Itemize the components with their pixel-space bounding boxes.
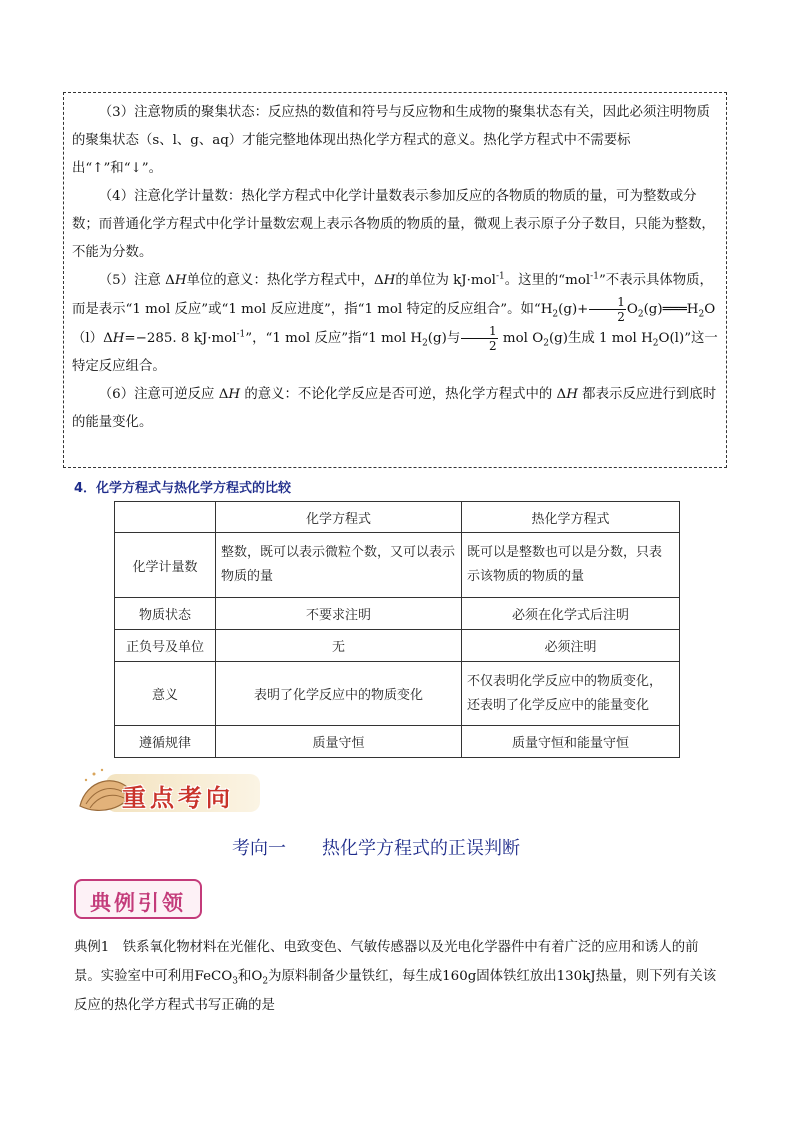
table-cell: 正负号及单位 — [115, 630, 216, 662]
table-cell: 遵循规律 — [115, 726, 216, 758]
table-header-cell — [115, 502, 216, 533]
example-paragraph: 典例1 铁系氧化物材料在光催化、电致变色、气敏传感器以及光电化学器件中有着广泛的应用和诱人的前景。实验室中可利用FeCO$_3$和$O_2$为原料制备少量铁红，每生成160g固体铁红放出130kJ热量，则下列有关该反应的热化学方程式书写正确的是 — [74, 940, 717, 1013]
table-header-cell: 化学方程式 — [216, 502, 462, 533]
banner-title: 重点考向 — [122, 784, 234, 812]
example-badge: 典例引领 — [74, 879, 202, 919]
table-row — [115, 662, 680, 726]
table-cell: 质量守恒 — [216, 726, 462, 758]
table-cell: 既可以是整数也可以是分数，只表示该物质的物质的量 — [462, 533, 680, 598]
note-6: （6）注意可逆反应 ΔH 的意义：不论化学反应是否可逆，热化学方程式中的 ΔH 都表示反应进行到底时的能量变化。 — [72, 387, 717, 430]
note-5: （5）注意 ΔH单位的意义：热化学方程式中，ΔH的单位为 kJ·mol$^{-1}$。这里的“mol$^{-1}$”不表示具体物质，而是表示“1 mol 反应”或“1 mol 反应进度”，指“1 mol 特定的反应组合”。如“$H_2(g)+$ $\frac{1}{2}$ $O_2(g)═══H_2O(l)\Delta H=-285$. 8 kJ·mol$^{-1}$”，“1 mol 反应”指“1 mol $H_2(g)$与 $\frac{1}{2}$ mol $O_2(g)$生成 1 mol $H_2O(l)$”这一特定反应组合。 — [72, 271, 718, 374]
table-cell: 物质状态 — [115, 598, 216, 630]
notes-box — [63, 92, 727, 468]
table-cell: 必须注明 — [462, 630, 680, 662]
comparison-table — [114, 501, 680, 758]
table-cell: 意义 — [115, 662, 216, 726]
table-cell: 化学计量数 — [115, 533, 216, 598]
table-row — [115, 630, 680, 662]
table-cell: 整数，既可以表示微粒个数，又可以表示物质的量 — [216, 533, 462, 598]
section-4-title: 4．化学方程式与热化学方程式的比较 — [74, 481, 292, 496]
fraction-half: $\frac{1}{2}$ — [589, 295, 625, 324]
note-4: （4）注意化学计量数：热化学方程式中化学计量数表示参加反应的各物质的物质的量，可为整数或分数；而普通化学方程式中化学计量数宏观上表示各物质的物质的量，微观上表示原子分子数目，只能为整数，不能为分数。 — [72, 189, 715, 260]
note-3: （3）注意物质的聚集状态：反应热的数值和符号与反应物和生成物的聚集状态有关，因此必须注明物质的聚集状态（s、l、g、aq）才能完整地体现出热化学方程式的意义。热化学方程式中不需要标出“↑”和“↓”。 — [72, 105, 710, 176]
table-cell: 无 — [216, 630, 462, 662]
table-header-cell: 热化学方程式 — [462, 502, 680, 533]
table-row — [115, 598, 680, 630]
table-row — [115, 726, 680, 758]
table-cell: 表明了化学反应中的物质变化 — [216, 662, 462, 726]
table-cell: 不要求注明 — [216, 598, 462, 630]
table-row — [115, 533, 680, 598]
table-cell: 必须在化学式后注明 — [462, 598, 680, 630]
table-header-row — [115, 502, 680, 533]
direction-title: 考向一 热化学方程式的正误判断 — [232, 838, 520, 859]
table-cell: 不仅表明化学反应中的物质变化，还表明了化学反应中的能量变化 — [462, 662, 680, 726]
table-cell: 质量守恒和能量守恒 — [462, 726, 680, 758]
fraction-half: $\frac{1}{2}$ — [461, 324, 497, 353]
